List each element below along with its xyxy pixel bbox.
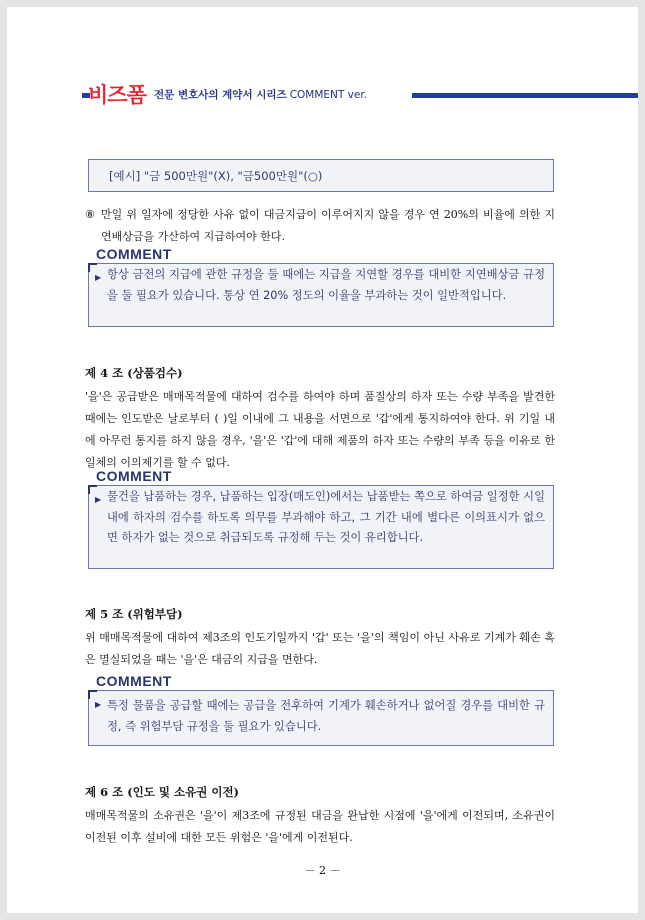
comment-label: COMMENT — [96, 246, 172, 262]
bullet-triangle-icon: ▶ — [95, 700, 102, 709]
comment-box — [88, 263, 554, 327]
article-body: 위 매매목적물에 대하여 제3조의 인도기일까지 '갑' 또는 '을'의 책임이 아닌 사유로 기계가 훼손 혹은 멸실되었을 때는 '을'은 대금의 지급을 면한다. — [85, 631, 555, 666]
comment-label: COMMENT — [96, 468, 172, 484]
header-subtitle — [154, 87, 367, 102]
comment-label: COMMENT — [96, 673, 172, 689]
brand-logo: 비즈폼 — [88, 83, 146, 107]
article-heading: 제 6 조 (인도 및 소유권 이전) — [85, 785, 239, 799]
comment-text: 특정 물품을 공급할 때에는 공급을 전후하여 기계가 훼손하거나 없어질 경우를 대비한 규정, 즉 위험부담 규정을 둘 필요가 있습니다. — [107, 699, 545, 733]
bullet-triangle-icon: ▶ — [95, 273, 102, 282]
comment-text: 물건을 납품하는 경우, 납품하는 입장(매도인)에서는 납품받는 쪽으로 하여금 일정한 시일 내에 하자의 검수를 하도록 의무를 부과해야 하고, 그 기간 내에 별다른 이의표시가 없으면 하자가 없는 것으로 취급되도록 규정해 두는 것이 유리합니다. — [107, 490, 545, 544]
example-text: [예시] "금 500만원"(X), "금500만원"(○) — [109, 169, 323, 183]
header-bar-right — [412, 93, 638, 98]
article-heading: 제 4 조 (상품검수) — [85, 366, 183, 380]
page-number: － 2 － — [304, 864, 341, 877]
clause-item-8 — [85, 204, 555, 248]
article-body: '을'은 공급받은 매매목적물에 대하여 검수를 하여야 하며 품질상의 하자 또는 수량 부족을 발견한 때에는 인도받은 날로부터 ( )일 이내에 그 내용을 서면으로 '갑'에게 통지하여야 한다. 위 기일 내에 아무런 통지를 하지 않을 경우, '을'은 '갑'에 대해 제품의 하자 또는 수량의 부족 등을 이유로 한 일체의 이의제기를 할 수 없다. — [85, 390, 555, 469]
example-box — [88, 159, 554, 192]
page-header — [82, 82, 638, 107]
article-heading: 제 5 조 (위험부담) — [85, 607, 183, 621]
bullet-triangle-icon: ▶ — [95, 495, 102, 504]
clause-text: 만일 위 일자에 정당한 사유 없이 대금지급이 이루어지지 않을 경우 연 20%의 비율에 의한 지연배상금을 가산하여 지급하여야 한다. — [101, 208, 555, 243]
comment-text: 항상 금전의 지급에 관한 규정을 둘 때에는 지급을 지연할 경우를 대비한 지연배상금 규정을 둘 필요가 있습니다. 통상 연 20% 정도의 이율을 부과하는 것이 일반적입니다. — [107, 268, 545, 302]
version-label: COMMENT ver. — [289, 89, 368, 101]
article-body: 매매목적물의 소유권은 '을'이 제3조에 규정된 대금을 완납한 시점에 '을'에게 이전되며, 소유권이 이전된 이후 설비에 대한 모든 위험은 '을'에게 이전된다. — [85, 809, 555, 844]
comment-box — [88, 690, 554, 746]
clause-number: ⑧ — [85, 208, 95, 221]
series-title: 전문 변호사의 계약서 시리즈 — [154, 89, 287, 101]
comment-box — [88, 485, 554, 569]
